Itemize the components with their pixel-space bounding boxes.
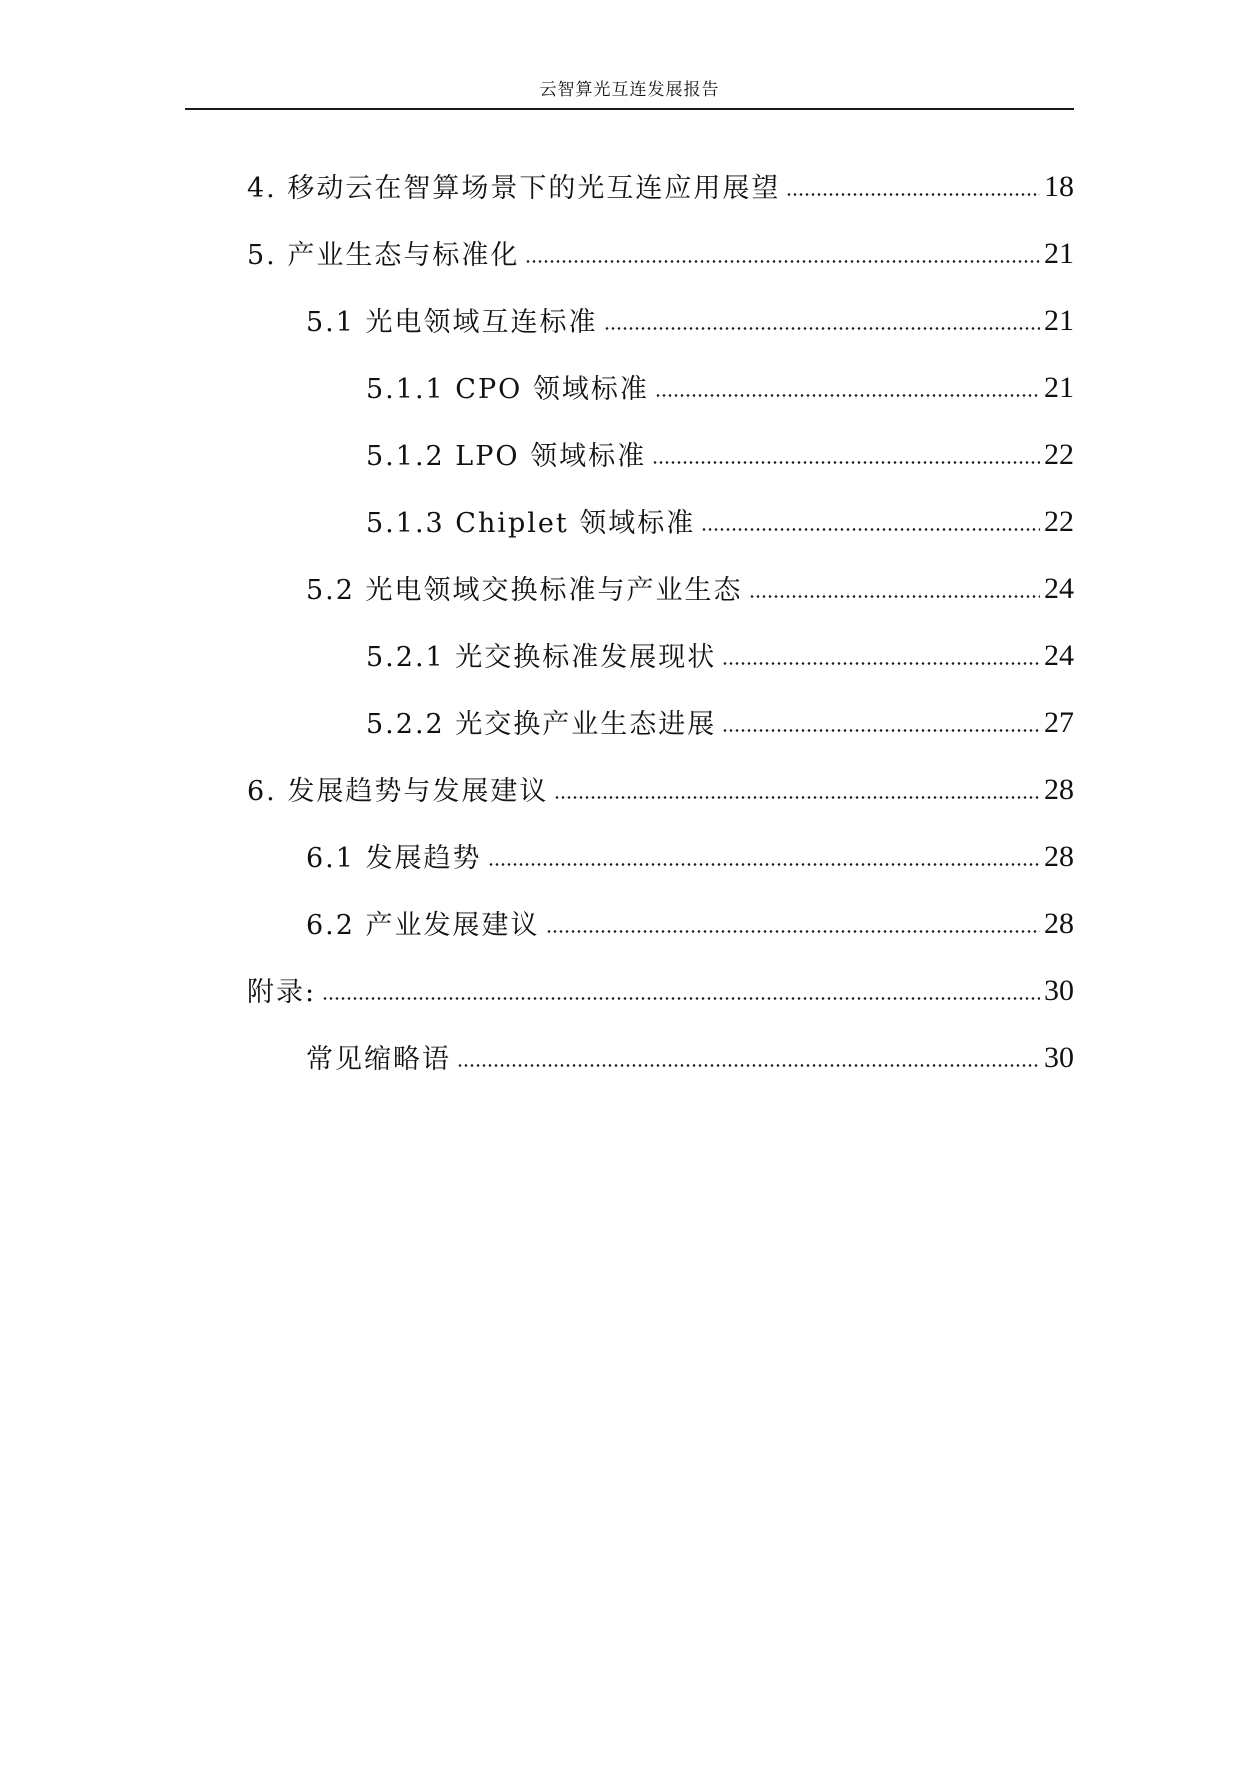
toc-entry-title: 附录: [247,977,317,1008]
toc-page-number: 28 [1044,907,1074,940]
toc-page-number: 28 [1044,773,1074,806]
running-header-title: 云智算光互连发展报告 [539,80,720,100]
toc-page-number: 22 [1044,505,1074,538]
toc-entry-title: 6.1 发展趋势 [306,843,482,874]
toc-dot-leader [655,394,1040,397]
toc-dot-leader [749,595,1040,598]
toc-entry-5-2[interactable] [0,560,1259,604]
toc-entry-title: 5.2.1 光交换标准发展现状 [366,642,717,673]
toc-entry-6-2[interactable] [0,895,1259,939]
toc-dot-leader [525,260,1040,263]
toc-entry-5-1[interactable] [0,292,1259,336]
toc-page-number: 28 [1044,840,1074,873]
toc-entry-5-2-1[interactable] [0,627,1259,671]
toc-dot-leader [457,1064,1040,1067]
toc-entry-6-1[interactable] [0,828,1259,872]
toc-entry-title: 6.2 产业发展建议 [306,910,540,941]
toc-entry-5-1-3[interactable] [0,493,1259,537]
toc-entry-title: 4. 移动云在智算场景下的光互连应用展望 [247,173,781,204]
toc-dot-leader [652,461,1040,464]
toc-entry-5-1-2[interactable] [0,426,1259,470]
toc-entry-title: 5. 产业生态与标准化 [247,240,520,271]
toc-entry-title: 6. 发展趋势与发展建议 [247,776,549,807]
toc-entry-title: 5.1.2 LPO 领域标准 [366,441,647,472]
toc-entry-6[interactable] [0,761,1259,805]
toc-dot-leader [786,193,1040,196]
toc-entry-5-1-1[interactable] [0,359,1259,403]
toc-entry-5[interactable] [0,225,1259,269]
toc-page-number: 30 [1044,1041,1074,1074]
toc-page-number: 24 [1044,572,1074,605]
toc-page-number: 21 [1044,371,1074,404]
toc-entry-abbreviations[interactable] [0,1029,1259,1073]
toc-dot-leader [701,528,1040,531]
toc-dot-leader [488,863,1040,866]
toc-entry-5-2-2[interactable] [0,694,1259,738]
toc-page-number: 30 [1044,974,1074,1007]
toc-page-number: 24 [1044,639,1074,672]
toc-dot-leader [722,662,1040,665]
toc-dot-leader [546,930,1040,933]
toc-page-number: 21 [1044,304,1074,337]
toc-dot-leader [322,997,1040,1000]
toc-dot-leader [604,327,1040,330]
toc-page-number: 22 [1044,438,1074,471]
toc-entry-title: 5.1 光电领域互连标准 [306,307,598,338]
toc-dot-leader [722,729,1040,732]
toc-entry-title: 5.2 光电领域交换标准与产业生态 [306,575,743,606]
toc-entry-title: 常见缩略语 [306,1044,451,1075]
toc-page-number: 18 [1044,170,1074,203]
toc-page-number: 21 [1044,237,1074,270]
header-divider [185,108,1074,110]
toc-entry-appendix[interactable] [0,962,1259,1006]
toc-entry-title: 5.1.1 CPO 领域标准 [366,374,649,405]
toc-entry-title: 5.2.2 光交换产业生态进展 [366,709,717,740]
toc-entry-4[interactable] [0,158,1259,202]
toc-dot-leader [554,796,1040,799]
toc-entry-title: 5.1.3 Chiplet 领域标准 [366,508,696,539]
toc-page-number: 27 [1044,706,1074,739]
